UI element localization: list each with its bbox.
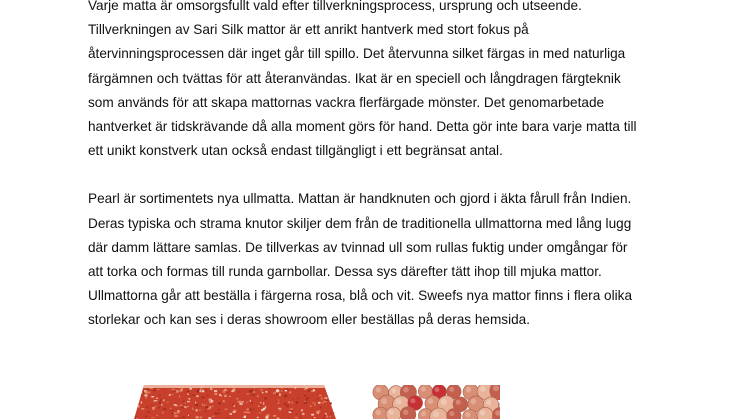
text-line: Varje matta är omsorgsfullt vald efter tillverkningsprocess, ursprung och utseende.: [88, 0, 582, 13]
paragraph-pearl: [88, 187, 668, 332]
yarn-balls-photo-icon: [372, 385, 500, 419]
text-line: färgämnen och tvättas för att återanvändas. Ikat är en speciell och långdragen färgteknik: [88, 70, 621, 86]
text-line: ett unikt konstverk utan också endast tillgängligt i ett begränsat antal.: [88, 143, 503, 159]
text-line: återvinningsprocessen där inget går till spillo. Det återvunna silket färgas in med naturliga: [88, 46, 626, 62]
text-line: som används för att skapa mattornas vackra flerfärgade mönster. Det genomarbetade: [88, 94, 605, 110]
paragraph-sari-silk: [88, 0, 668, 163]
text-line: Deras typiska och strama knutor skiljer dem från de traditionella ullmattorna med lång lugg: [88, 215, 632, 231]
rug-photo-icon: [128, 383, 338, 419]
yarn-balls-photo: [372, 385, 500, 419]
text-line: att torka och formas till runda garnbollar. Dessa sys därefter tätt ihop till mjuka mattor.: [88, 264, 602, 280]
document-body: [88, 0, 668, 333]
text-line: hantverket är tidskrävande då alla moment görs för hand. Detta gör inte bara varje matta till: [88, 119, 637, 135]
rug-photo: [128, 383, 338, 419]
text-line: där damm lättare samlas. De tillverkas av tvinnad ull som rullas fuktig under omgångar för: [88, 239, 628, 255]
text-line: Ullmattorna går att beställa i färgerna rosa, blå och vit. Sweefs nya mattor finns i flera olika: [88, 288, 633, 304]
text-line: storlekar och kan ses i deras showroom eller beställas på deras hemsida.: [88, 312, 531, 328]
text-line: Tillverkningen av Sari Silk mattor är ett anrikt hantverk med stort fokus på: [88, 22, 529, 38]
text-line: Pearl är sortimentets nya ullmatta. Mattan är handknuten och gjord i äkta fårull från Indien.: [88, 191, 632, 207]
